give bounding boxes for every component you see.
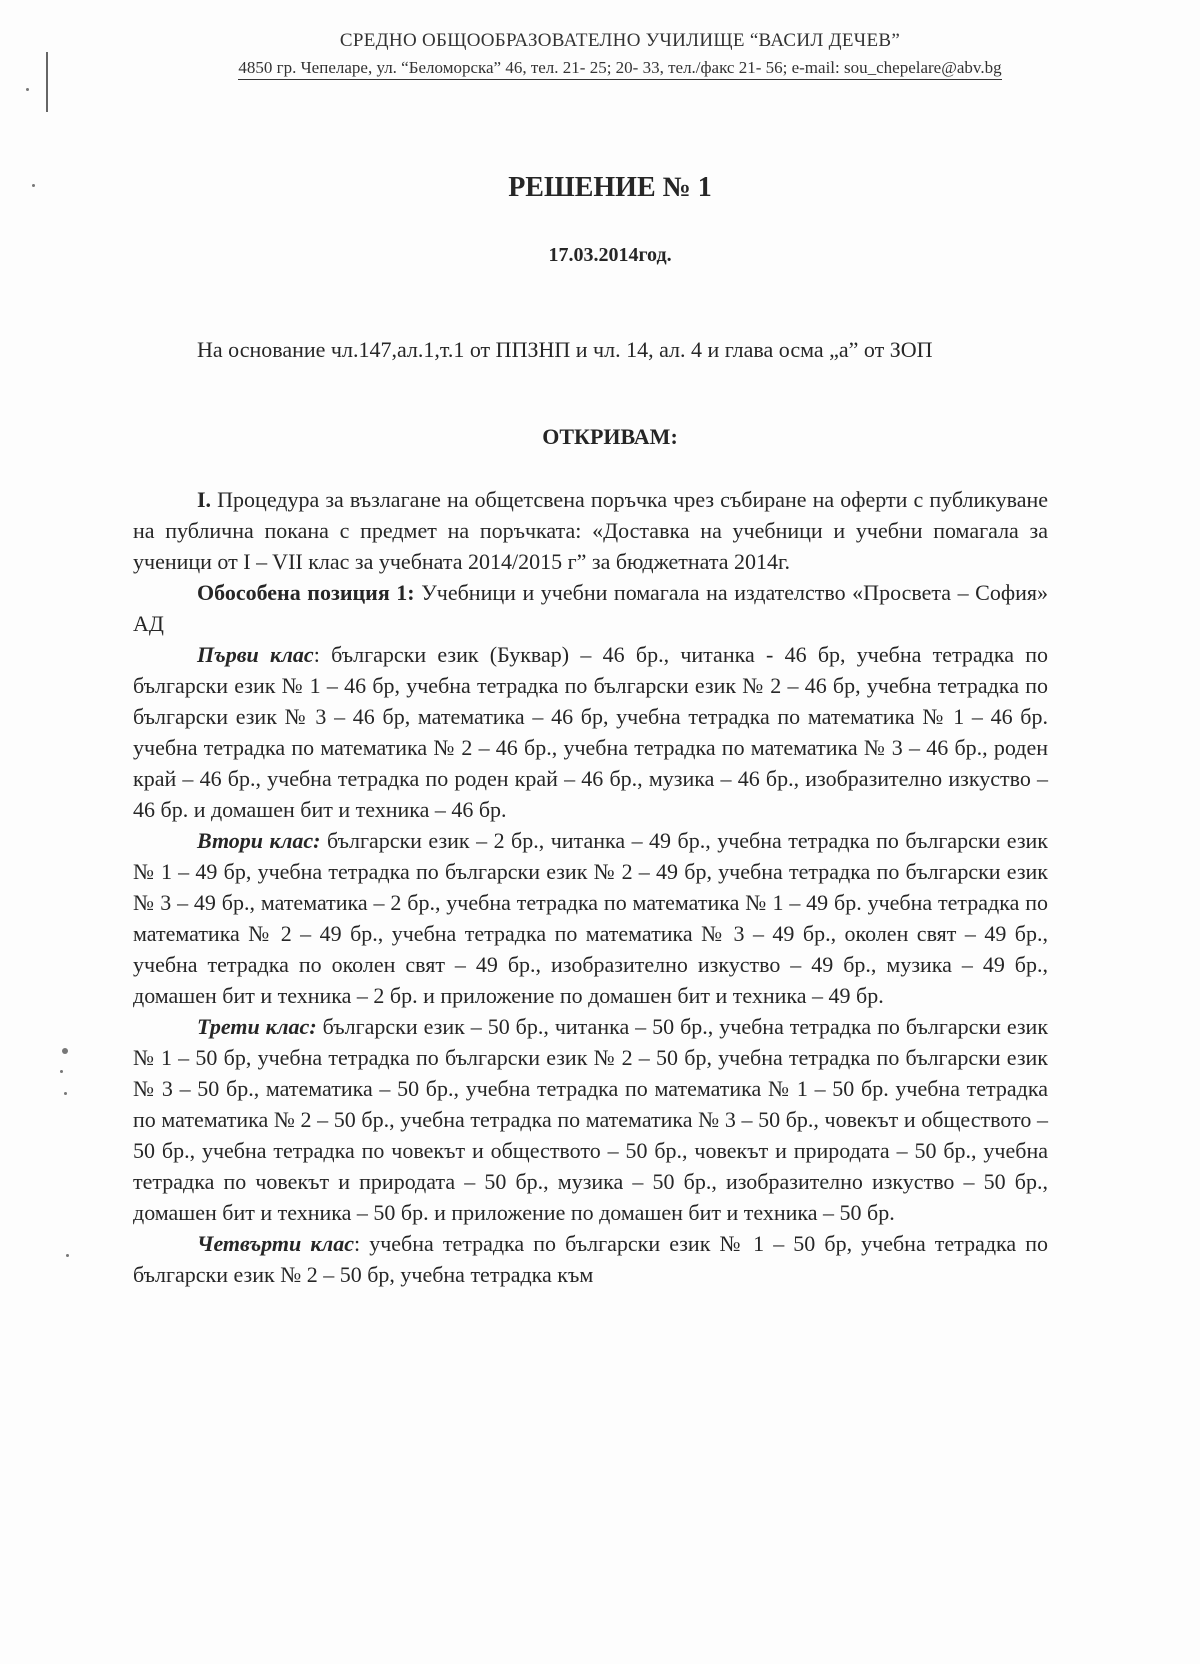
section-procedure [133,484,1048,577]
class-separator: : [313,642,320,667]
lot-text: Учебници и учебни помагала на издателство «Просвета – София» АД [133,580,1049,636]
class-separator: : [353,1231,361,1256]
letterhead [0,30,1200,80]
class-label: Трети клас: [197,1014,317,1039]
section-number: I. [197,487,212,512]
school-name: СРЕДНО ОБЩООБРАЗОВАТЕЛНО УЧИЛИЩЕ “ВАСИЛ ДЕЧЕВ” [339,30,901,51]
scan-speck [64,1092,67,1095]
class-fourth [133,1228,1048,1290]
scan-speck [62,1048,68,1054]
school-address: 4850 гр. Чепеларе, ул. “Беломорска” 46, тел. 21- 25; 20- 33, тел./факс 21- 56; e-mail: sou_chepelare@abv.bg [238,58,1001,80]
class-text: български език (Буквар) – 46 бр., читанка - 46 бр, учебна тетрадка по български език № 1 – 46 бр, учебна тетрадка по български език № 2 – 46 бр, учебна тетрадка по български език № 3 – 46 бр, математика – 46 бр, учебна тетрадка по математика № 1 – 46 бр. учебна тетрадка по математика № 2 – 46 бр., учебна тетрадка по математика № 3 – 46 бр., роден край – 46 бр., учебна тетрадка по роден край – 46 бр., музика – 46 бр., изобразително изкуство – 46 бр. и домашен бит и техника – 46 бр. [133,642,1048,822]
opening-heading: ОТКРИВАМ: [542,424,678,449]
class-text: български език – 50 бр., читанка – 50 бр., учебна тетрадка по български език № 1 – 50 бр, учебна тетрадка по български език № 2 – 50 бр, учебна тетрадка по български език № 3 – 50 бр., математика – 50 бр., учебна тетрадка по математика № 1 – 50 бр. учебна тетрадка по математика № 2 – 50 бр., учебна тетрадка по математика № 3 – 50 бр., човекът и обществото – 50 бр., учебна тетрадка по човекът и обществото – 50 бр., човекът и природата – 50 бр., учебна тетрадка по човекът и природата – 50 бр., музика – 50 бр., изобразително изкуство – 50 бр., домашен бит и техника – 50 бр. и приложение по домашен бит и техника – 50 бр. [133,1014,1049,1225]
class-text: учебна тетрадка по български език № 1 – 50 бр, учебна тетрадка по български език № 2 – 50 бр, учебна тетрадка към [133,1231,1049,1287]
scan-speck [26,88,29,91]
class-third [133,1011,1048,1228]
class-text: български език – 2 бр., читанка – 49 бр., учебна тетрадка по български език № 1 – 49 бр, учебна тетрадка по български език № 2 – 49 бр, учебна тетрадка по български език № 3 – 49 бр., математика – 2 бр., учебна тетрадка по математика № 1 – 49 бр. учебна тетрадка по математика № 2 – 49 бр., учебна тетрадка по математика № 3 – 49 бр., околен свят – 49 бр., учебна тетрадка по околен свят – 49 бр., изобразително изкуство – 49 бр., музика – 49 бр., домашен бит и техника – 2 бр. и приложение по домашен бит и техника – 49 бр. [133,828,1048,1008]
legal-basis: На основание чл.147,ал.1,т.1 от ППЗНП и чл. 14, ал. 4 и глава осма „а” от ЗОП [197,337,933,362]
class-label: Първи клас [197,642,314,667]
scan-speck [60,1070,63,1073]
section-text: Процедура за възлагане на общетсвена поръчка чрез събиране на оферти с публикуване на публична покана с предмет на поръчката: «Доставка на учебници и учебни помагала за ученици от I – VII клас за учебната 2014/2015 г” за бюджетната 2014г. [133,487,1049,574]
decision-date: 17.03.2014год. [548,244,672,266]
lot-label: Обособена позиция 1: [197,580,415,605]
lot-1 [133,577,1048,639]
class-label: Втори клас: [197,828,321,853]
class-label: Четвърти клас [197,1231,354,1256]
decision-body [133,484,1048,1290]
class-first [133,639,1048,825]
decision-title: РЕШЕНИЕ № 1 [508,172,712,203]
scan-speck [66,1254,69,1257]
class-second [133,825,1048,1011]
